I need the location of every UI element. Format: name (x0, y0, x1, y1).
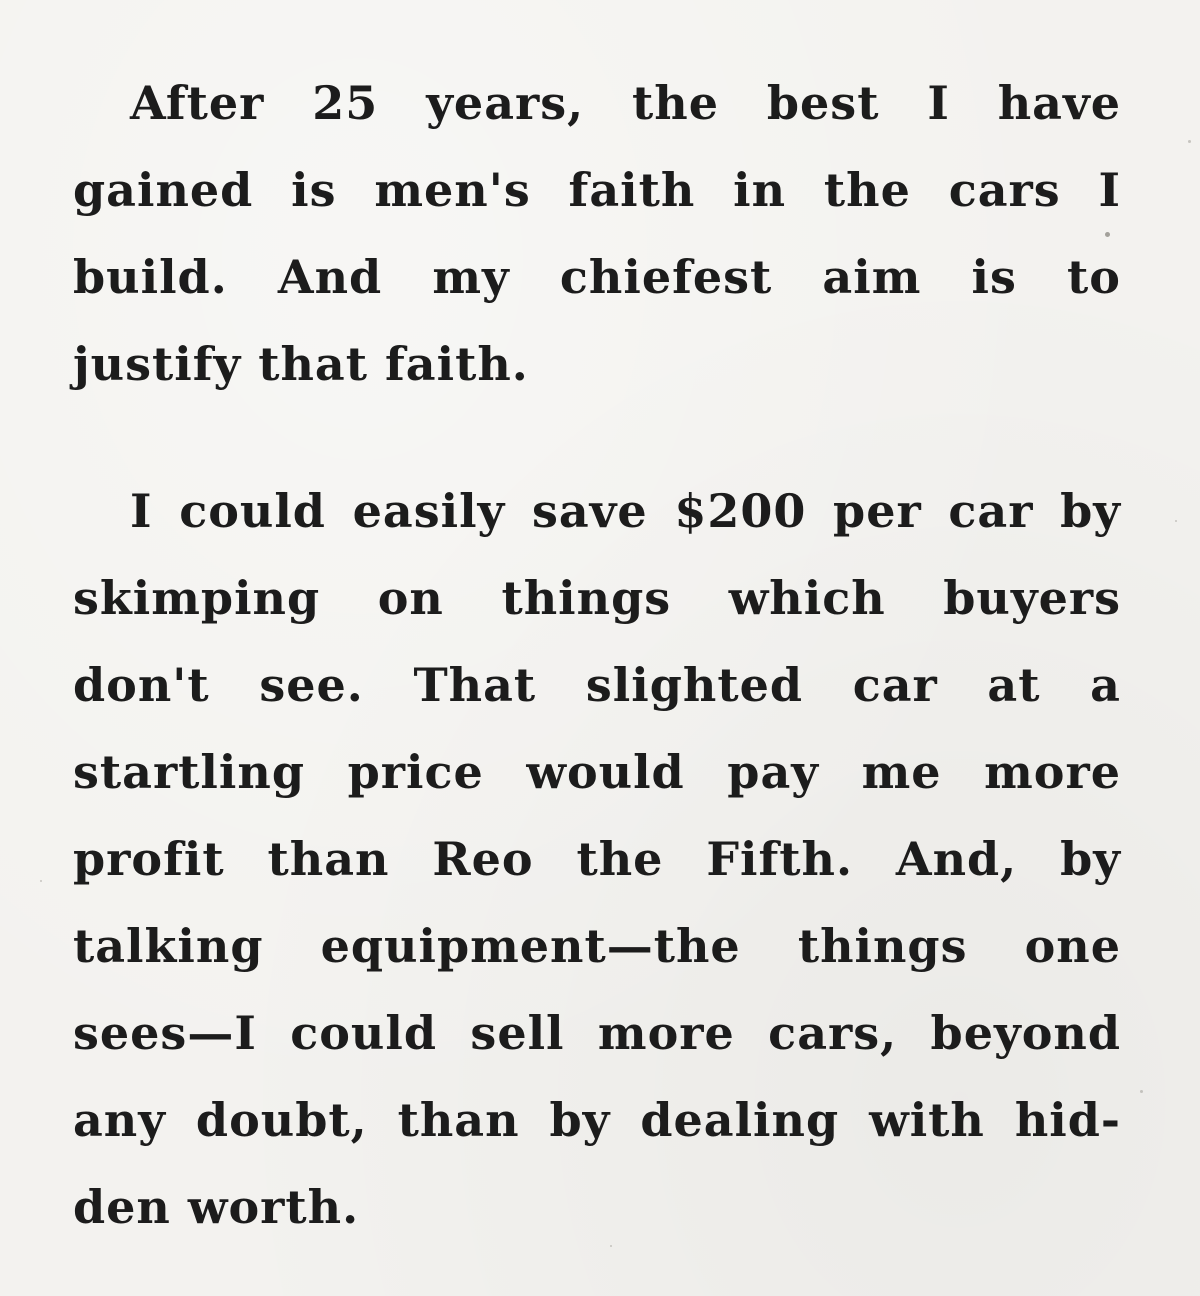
text-line: After 25 years, the best I have (130, 76, 1121, 130)
text-line: den worth. (73, 1180, 360, 1234)
text-line: skimping on things which buyers (73, 571, 1121, 625)
text-line: don't see. That slighted car at a (73, 658, 1121, 712)
text-line: startling price would pay me more (73, 745, 1121, 799)
text-line: sees—I could sell more cars, beyond (73, 1006, 1121, 1060)
paper-speck (40, 880, 42, 882)
article-column (73, 60, 1121, 1251)
paper-speck (1175, 520, 1177, 522)
text-line: any doubt, than by dealing with hid- (73, 1093, 1121, 1147)
text-line: gained is men's faith in the cars I (73, 163, 1121, 217)
paragraph-faith (73, 60, 1121, 408)
text-line: talking equipment—the things one (73, 919, 1121, 973)
text-line: I could easily save $200 per car by (130, 484, 1121, 538)
paper-speck (1140, 1090, 1143, 1093)
text-line: justify that faith. (73, 337, 529, 391)
text-line: build. And my chiefest aim is to (73, 250, 1121, 304)
paper-speck (1188, 140, 1191, 143)
text-line: profit than Reo the Fifth. And, by (73, 832, 1121, 886)
paragraph-hidden-worth (73, 468, 1121, 1251)
